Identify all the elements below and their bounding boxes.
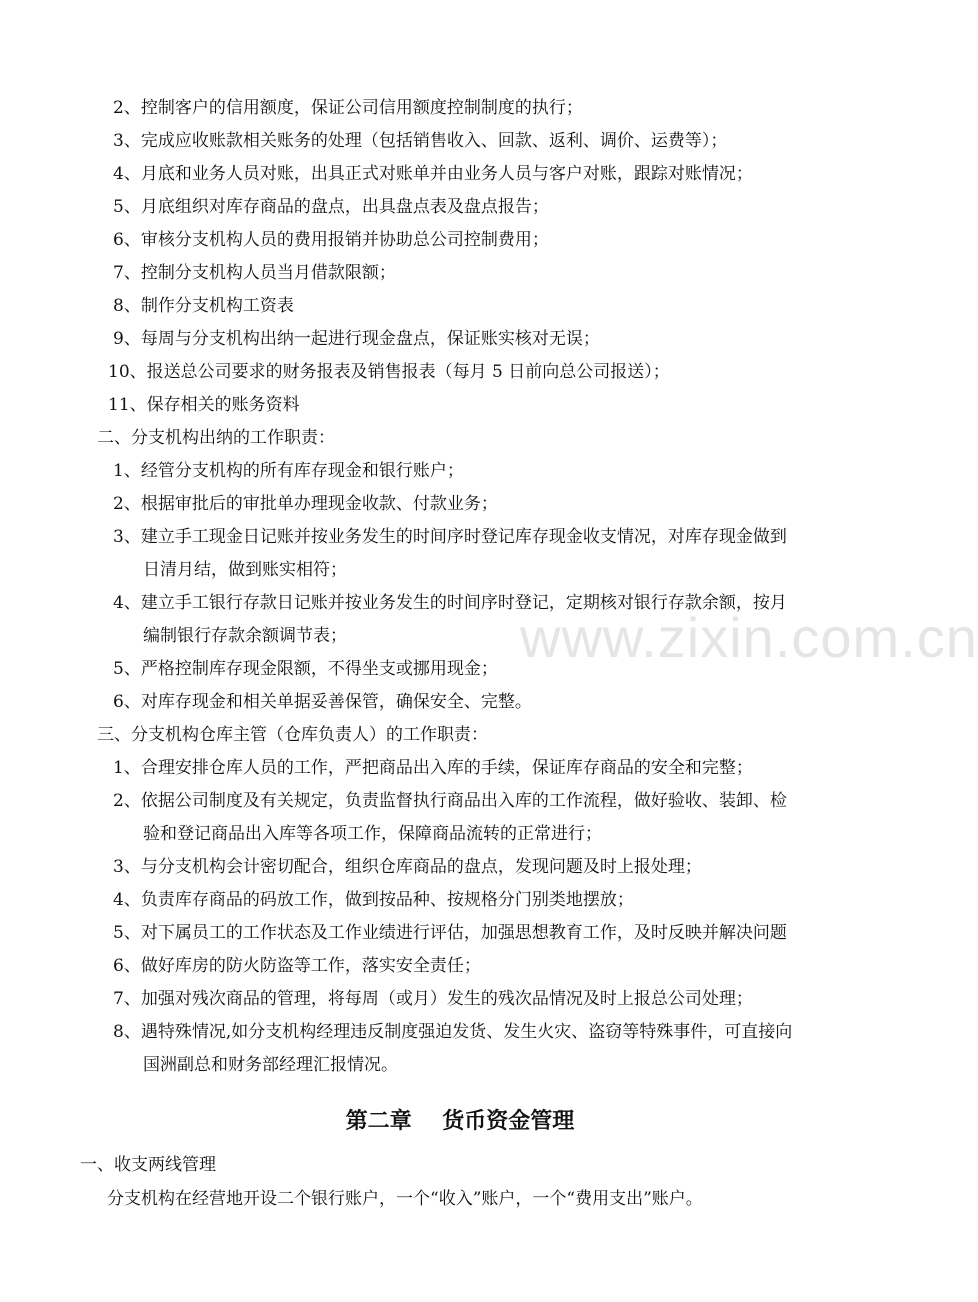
list-item: 1、经管分支机构的所有库存现金和银行账户； bbox=[113, 461, 464, 481]
list-item: 5、对下属员工的工作状态及工作业绩进行评估，加强思想教育工作，及时反映并解决问题 bbox=[113, 923, 787, 943]
list-item-continuation: 编制银行存款余额调节表； bbox=[143, 626, 347, 646]
list-item: 1、合理安排仓库人员的工作，严把商品出入库的手续，保证库存商品的安全和完整； bbox=[113, 758, 753, 778]
list-item: 9、每周与分支机构出纳一起进行现金盘点，保证账实核对无误； bbox=[113, 329, 600, 349]
list-item: 3、完成应收账款相关账务的处理（包括销售收入、回款、返利、调价、运费等）； bbox=[113, 131, 728, 151]
list-item: 11、保存相关的账务资料 bbox=[108, 395, 300, 415]
list-item: 5、月底组织对库存商品的盘点，出具盘点表及盘点报告； bbox=[113, 197, 549, 217]
list-item: 7、控制分支机构人员当月借款限额； bbox=[113, 263, 396, 283]
list-item: 2、根据审批后的审批单办理现金收款、付款业务； bbox=[113, 494, 498, 514]
list-item-continuation: 国洲副总和财务部经理汇报情况。 bbox=[143, 1055, 398, 1075]
list-item: 6、审核分支机构人员的费用报销并协助总公司控制费用； bbox=[113, 230, 549, 250]
list-item: 6、做好库房的防火防盗等工作，落实安全责任； bbox=[113, 956, 481, 976]
list-item: 2、依据公司制度及有关规定，负责监督执行商品出入库的工作流程，做好验收、装卸、检 bbox=[113, 791, 787, 811]
list-item-continuation: 验和登记商品出入库等各项工作，保障商品流转的正常进行； bbox=[143, 824, 602, 844]
list-item: 4、负责库存商品的码放工作，做到按品种、按规格分门别类地摆放； bbox=[113, 890, 634, 910]
chapter-title: 第二章 货币资金管理 bbox=[345, 1108, 575, 1134]
section-title: 三、分支机构仓库主管（仓库负责人）的工作职责： bbox=[97, 725, 488, 745]
list-item-continuation: 日清月结，做到账实相符； bbox=[143, 560, 347, 580]
list-item: 8、遇特殊情况,如分支机构经理违反制度强迫发货、发生火灾、盗窃等特殊事件，可直接向 bbox=[113, 1022, 793, 1042]
list-item: 6、对库存现金和相关单据妥善保管，确保安全、完整。 bbox=[113, 692, 532, 712]
list-item: 3、与分支机构会计密切配合，组织仓库商品的盘点，发现问题及时上报处理； bbox=[113, 857, 702, 877]
section-title: 一、收支两线管理 bbox=[80, 1155, 216, 1175]
list-item: 2、控制客户的信用额度，保证公司信用额度控制制度的执行； bbox=[113, 98, 583, 118]
list-item: 8、制作分支机构工资表 bbox=[113, 296, 294, 316]
paragraph: 分支机构在经营地开设二个银行账户，一个“收入”账户，一个“费用支出”账户。 bbox=[107, 1189, 703, 1209]
list-item: 3、建立手工现金日记账并按业务发生的时间序时登记库存现金收支情况，对库存现金做到 bbox=[113, 527, 787, 547]
list-item: 5、严格控制库存现金限额，不得坐支或挪用现金； bbox=[113, 659, 498, 679]
list-item: 10、报送总公司要求的财务报表及销售报表（每月 5 日前向总公司报送）； bbox=[108, 362, 670, 382]
list-item: 4、建立手工银行存款日记账并按业务发生的时间序时登记，定期核对银行存款余额，按月 bbox=[113, 593, 787, 613]
list-item: 4、月底和业务人员对账，出具正式对账单并由业务人员与客户对账，跟踪对账情况； bbox=[113, 164, 753, 184]
watermark: www.zixin.com.cn bbox=[520, 606, 978, 669]
section-title: 二、分支机构出纳的工作职责： bbox=[97, 428, 335, 448]
list-item: 7、加强对残次商品的管理，将每周（或月）发生的残次品情况及时上报总公司处理； bbox=[113, 989, 753, 1009]
